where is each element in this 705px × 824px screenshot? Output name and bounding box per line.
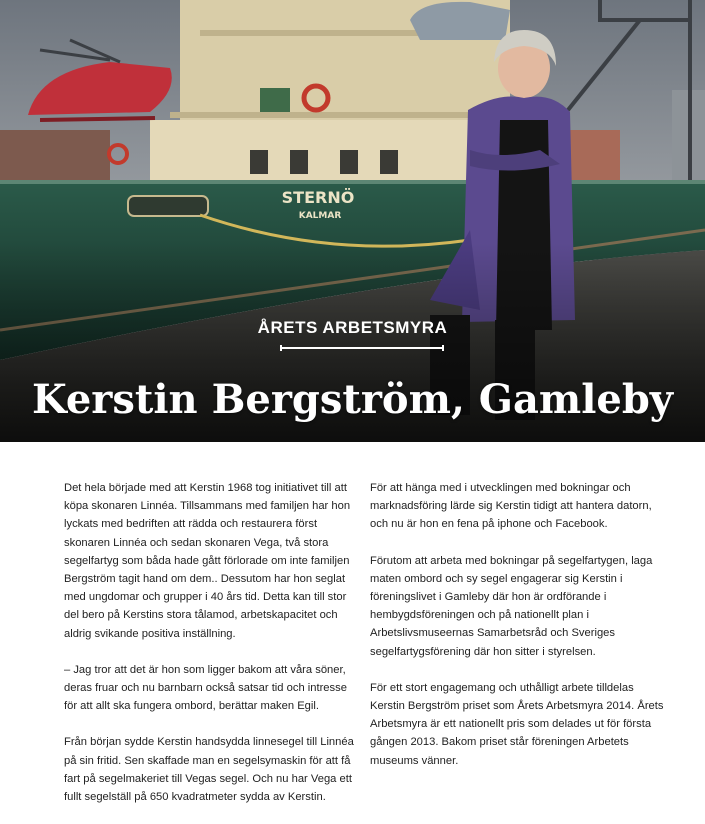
paragraph: För att hänga med i utvecklingen med bokningar och marknadsföring lärde sig Kerstin tidigt att hantera datorn, och nu är hon en fena på iphone och Facebook. bbox=[370, 482, 652, 531]
paragraph: För ett stort engagemang och uthålligt arbete tilldelas Kerstin Bergström priset som Årets Arbetsmyra 2014. Årets Arbetsmyra är ett nationellt pris som delades ut för första gången 2013. Bakom priset står föreningen Arbetets museums vänner. bbox=[370, 681, 664, 767]
body-column-right bbox=[370, 479, 664, 788]
paragraph: – Jag tror att det är hon som ligger bakom att våra söner, deras fruar och nu barnbarn också satsar tid och intresse för att allt ska fungera ombord, berättar maken Egil. bbox=[64, 663, 347, 713]
paragraph: Förutom att arbeta med bokningar på segelfartygen, laga maten ombord och sy segel engagerar sig Kerstin i föreningslivet i Gamleby där hon är ordförande i hembygdsföreningen och på nationellt plan i Arbetslivsmuseernas Samarbetsråd och Sveriges segelfartygsförening där hon sitter i styrelsen. bbox=[370, 554, 653, 658]
paragraph: Från början sydde Kerstin handsydda linnesegel till Linnéa på sin fritid. Sen skaffade man en segelsymaskin för att få fart på segelmakeriet till Vegas segel. Och nu har Vega ett fullt segelställ på 650 kvadratmeter sydda av Kerstin. bbox=[64, 736, 354, 804]
body-column-left bbox=[64, 479, 358, 824]
kicker-divider bbox=[280, 347, 444, 349]
paragraph: Det hela började med att Kerstin 1968 tog initiativet till att köpa skonaren Linnéa. Tillsammans med familjen har hon lyckats med bedriften att rädda och restaurera först skonaren Linnéa och sedan skonaren Vega, två stora segelfartyg som båda hade gått förlorade om inte familjen Bergström tagit hand om dem.. Dessutom har hon seglat med ungdomar och grupper i 40 års tid. Detta kan till stor del bero på Kerstins stora tålamod, arbetskapacitet och aldrig svikande positiva inställning. bbox=[64, 482, 351, 640]
article-headline: Kerstin Bergström, Gamleby bbox=[31, 376, 674, 423]
section-kicker: ÅRETS ARBETSMYRA bbox=[257, 318, 448, 337]
